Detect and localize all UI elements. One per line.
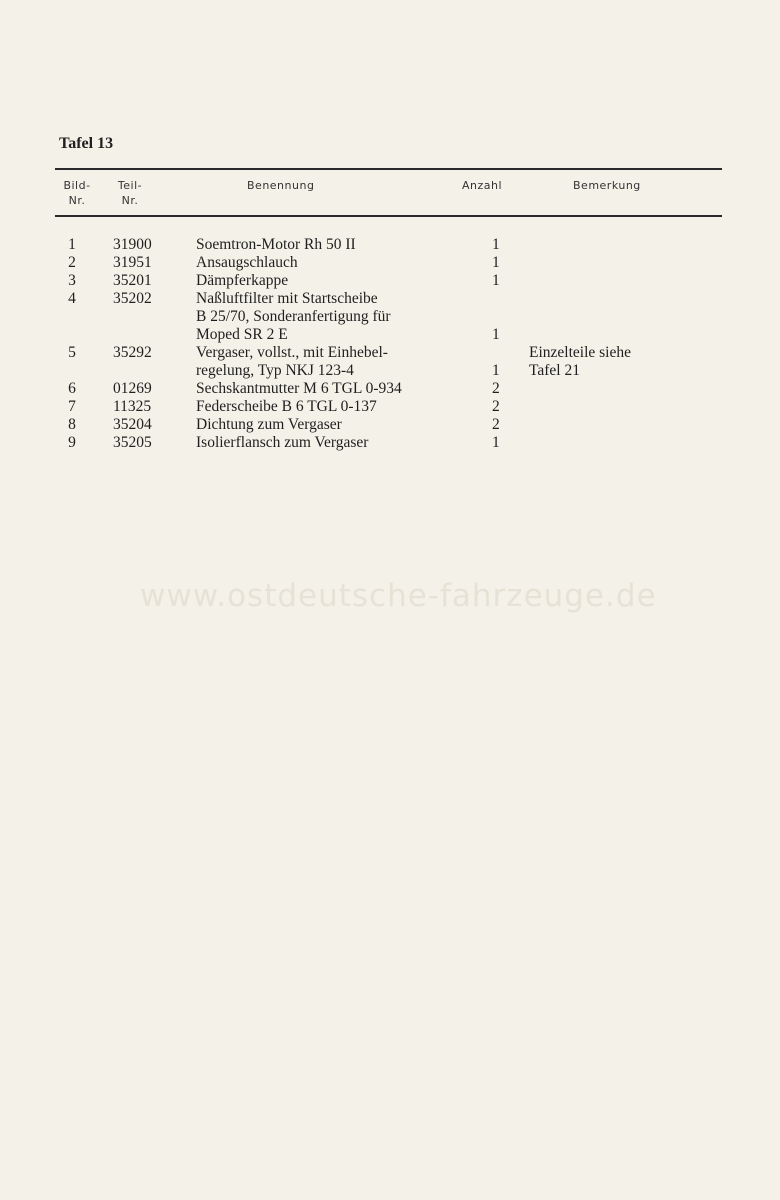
teil-nr-cell: 35201 [113,272,152,289]
header-teil-nr [110,178,150,208]
benennung-cell: Federscheibe B 6 TGL 0-137 [196,398,377,415]
header-teil-line1: Teil- [117,179,143,192]
anzahl-cell: 2 [492,380,500,397]
anzahl-cell: 1 [492,362,500,379]
teil-nr-cell: 01269 [113,380,152,397]
benennung-cell: Moped SR 2 E [196,326,288,343]
page-title: Tafel 13 [59,135,114,152]
anzahl-cell: 1 [492,272,500,289]
anzahl-cell: 1 [492,236,500,253]
benennung-cell: Sechskantmutter M 6 TGL 0-934 [196,380,402,397]
header-teil-line2: Nr. [121,194,139,207]
teil-nr-cell: 35205 [113,434,152,451]
teil-nr-cell: 35204 [113,416,152,433]
anzahl-cell: 1 [492,254,500,271]
header-bild-line1: Bild- [63,179,91,192]
bild-nr-cell: 4 [68,290,76,307]
benennung-cell: B 25/70, Sonderanfertigung für [196,308,391,325]
bild-nr-cell: 8 [68,416,76,433]
benennung-cell: Vergaser, vollst., mit Einhebel- [196,344,388,361]
table-row [0,272,780,290]
bild-nr-cell: 7 [68,398,76,415]
anzahl-cell: 2 [492,416,500,433]
bemerkung-cell: Tafel 21 [529,362,580,379]
teil-nr-cell: 31900 [113,236,152,253]
header-bemerkung: Bemerkung [573,179,641,192]
table-top-rule [55,168,722,170]
table-row [0,290,780,344]
header-anzahl: Anzahl [462,179,503,192]
table-row [0,344,780,380]
table-row [0,236,780,254]
bemerkung-cell: Einzelteile siehe [529,344,631,361]
table-row [0,416,780,434]
parts-table-body [0,236,780,452]
bild-nr-cell: 1 [68,236,76,253]
teil-nr-cell: 11325 [113,398,152,415]
header-bild-line2: Nr. [68,194,86,207]
bild-nr-cell: 3 [68,272,76,289]
anzahl-cell: 1 [492,434,500,451]
bild-nr-cell: 2 [68,254,76,271]
table-row [0,434,780,452]
benennung-cell: Isolierflansch zum Vergaser [196,434,369,451]
benennung-cell: Dichtung zum Vergaser [196,416,342,433]
bild-nr-cell: 6 [68,380,76,397]
benennung-cell: Soemtron-Motor Rh 50 II [196,236,356,253]
bild-nr-cell: 9 [68,434,76,451]
table-row [0,398,780,416]
anzahl-cell: 2 [492,398,500,415]
header-benennung: Benennung [247,179,315,192]
benennung-cell: Ansaugschlauch [196,254,298,271]
header-bild-nr [57,178,97,208]
table-header-rule [55,215,722,217]
teil-nr-cell: 35292 [113,344,152,361]
benennung-cell: Naßluftfilter mit Startscheibe [196,290,378,307]
benennung-cell: Dämpferkappe [196,272,289,289]
benennung-cell: regelung, Typ NKJ 123-4 [196,362,354,379]
teil-nr-cell: 35202 [113,290,152,307]
anzahl-cell: 1 [492,326,500,343]
table-row [0,380,780,398]
watermark: www.ostdeutsche-fahrzeuge.de [140,578,657,614]
teil-nr-cell: 31951 [113,254,152,271]
table-row [0,254,780,272]
bild-nr-cell: 5 [68,344,76,361]
